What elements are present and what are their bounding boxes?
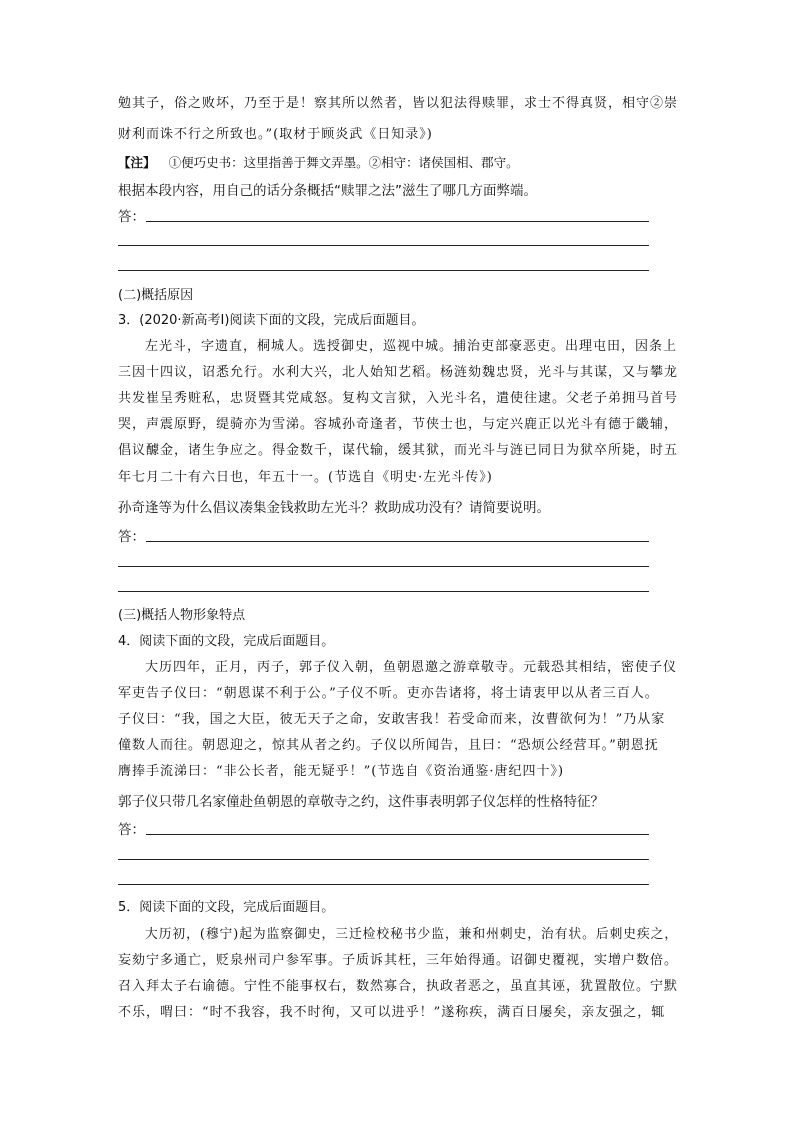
note-label: 【注】 [118,155,156,170]
answer-line[interactable] [118,859,649,860]
passage-line: 召入拜太子右谕德。宁性不能事权右，数然寡合，执政者恶之，虽直其诬，犹置散位。宁默 [118,979,679,994]
question-text: 孙奇逢等为什么倡议凑集金钱救助左光斗？救助成功没有？请简要说明。 [118,500,550,516]
answer-label: 答： [118,529,145,545]
answer-line[interactable] [146,221,649,222]
note-row [118,152,519,171]
answer-label: 答： [118,209,145,225]
passage-line: 子仪曰：“我，国之大臣，彼无天子之命，安敢害我！若受命而来，汝曹欲何为！”乃从家 [118,712,666,727]
passage-line: 勉其子，俗之败坏，乃至于是！察其所以然者，皆以犯法得赎罪，求士不得真贤，相守②崇 [118,96,679,111]
question-title: 5．阅读下面的文段，完成后面题目。 [118,900,335,915]
passage-line: 共发崔呈秀赃私，忠贤暨其党咸怒。复构文言狱，入光斗名，遣使往逮。父老子弟拥马首号 [118,391,679,406]
question-text: 根据本段内容，用自己的话分条概括“赎罪之法”滋生了哪几方面弊端。 [118,183,537,199]
passage-line: 财利而诛不行之所致也。”(取材于顾炎武《日知录》) [118,127,433,142]
passage-line: 三因十四议，诏悉允行。水利大兴，北人始知艺稻。杨涟劾魏忠贤，光斗与其谋，又与攀龙 [118,365,679,380]
answer-line[interactable] [118,884,649,885]
passage-line: 哭，声震原野，缇骑亦为雪涕。容城孙奇逢者，节侠士也，与定兴鹿正以光斗有德于畿辅， [118,417,679,432]
passage-line: 大历四年，正月，丙子，郭子仪入朝，鱼朝恩邀之游章敬寺。元载恐其相结，密使子仪 [145,660,678,675]
answer-label: 答： [118,822,145,838]
answer-line[interactable] [118,270,649,271]
passage-line: 僮数人而往。朝恩迎之，惊其从者之约。子仪以所闻告，且曰：“恐烦公经营耳。”朝恩抚 [118,738,659,753]
note-text: ①便巧史书：这里指善于舞文弄墨。②相守：诸侯国相、郡守。 [168,155,519,170]
section-heading: (二)概括原因 [118,288,194,303]
passage-line: 倡议醵金，诸生争应之。得金数千，谋代输，缓其狱，而光斗与涟已同日为狱卒所毙，时五 [118,443,679,458]
question-title: 4．阅读下面的文段，完成后面题目。 [118,634,335,649]
answer-line[interactable] [118,245,649,246]
section-heading: (三)概括人物形象特点 [118,608,246,623]
passage-line: 左光斗，字遗直，桐城人。选授御史，巡视中城。捕治吏部豪恶吏。出理屯田，因条上 [145,339,678,354]
answer-line[interactable] [146,541,649,542]
answer-line[interactable] [118,591,649,592]
passage-line: 军吏告子仪曰：“朝恩谋不利于公。”子仪不听。吏亦告诸将，将士请衷甲以从者三百人。 [118,686,659,701]
passage-line: 不乐，喟曰：“时不我容，我不时徇，又可以进乎！”遂称疾，满百日屡矣，亲友强之，辄 [118,1005,666,1020]
passage-line: 妄劾宁多通亡，贬泉州司户参军事。子质诉其枉，三年始得通。诏御史覆视，实增户数倍。 [118,953,679,968]
passage-line: 年七月二十有六日也，年五十一。(节选自《明史·左光斗传》) [118,470,493,485]
question-title: 3．(2020·新高考Ⅰ)阅读下面的文段，完成后面题目。 [118,313,425,328]
passage-line: 膺捧手流涕曰：“非公长者，能无疑乎！”(节选自《资治通鉴·唐纪四十》) [118,764,565,779]
question-text: 郭子仪只带几名家僮赴鱼朝恩的章敬寺之约，这件事表明郭子仪怎样的性格特征？ [118,794,604,810]
answer-line[interactable] [118,566,649,567]
answer-line[interactable] [146,834,649,835]
passage-line: 大历初，(穆宁)起为监察御史，三迁检校秘书少监，兼和州刺史，治有状。后刺史疾之， [145,927,679,942]
